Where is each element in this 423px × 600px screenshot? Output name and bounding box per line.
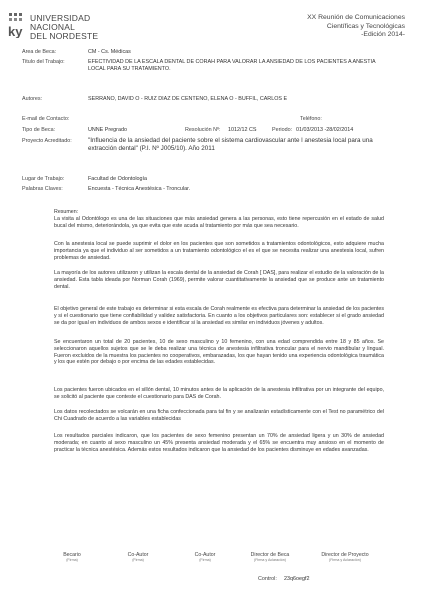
signature-role: Co-Autor: [194, 552, 216, 558]
periodo-label: Periodo:: [272, 127, 293, 133]
titulo-value: EFECTIVIDAD DE LA ESCALA DENTAL DE CORAH PARA VALORAR LA ANSIEDAD DE LOS PACIENTES A ANESTIA LOCAL PARA SU TRATAMIENTO.: [88, 59, 376, 72]
signature-role: Director de Proyecto: [321, 552, 369, 558]
signature-coautor-1: [108, 552, 168, 562]
telefono-label: Teléfono:: [300, 116, 322, 122]
tipo-beca-value: UNNE Pregrado: [88, 127, 127, 133]
signature-coautor-2: [175, 552, 235, 562]
resumen-paragraph-7: Los datos recolectados se volcarán en una ficha confeccionada para tal fin y se analizarán estadísticamente con el Test no paramétrico del Chi Cuadrado de acuerdo a las variables establecidas: [54, 409, 384, 422]
signature-becario: [42, 552, 102, 562]
area-label: Area de Beca:: [22, 49, 57, 55]
resumen-paragraph-5: Se encuentaron un total de 20 pacientes, 10 de sexo masculino y 10 femenino, con una edad comprendida entre 18 y 85 años. Se seleccionaron aquellos sujetos que se le deba realizar una técnica de anestesia infiltrativa troncular para el nervio mandibular y lingual. Fueron excluidos de la muestra los pacientes no cooperativos, embarazadas, los que hayan tenido una experiencia odontológica traumática y los que estén por debajo o por encima de las edades establecidas.: [54, 339, 384, 366]
signature-role: Becario: [63, 552, 81, 558]
lugar-label: Lugar de Trabajo:: [22, 176, 65, 182]
university-logo: [8, 12, 24, 36]
resumen-paragraph-8: Los resultados parciales indicaron, que los pacientes de sexo femenino presentan un 70% de ansiedad ligera y un 30% de ansiedad moderada; en cuanto al sexo masculino un 45% presenta ansiedad moderada y el 65% se encuentra muy ansioso en el momento de practicar la técnica anestésica. Además estos resultados indicaron que la ansiedad de los pacientes disminuye en edades avanzadas.: [54, 433, 384, 453]
titulo-label: Titulo del Trabajo:: [22, 59, 65, 65]
resolucion-value: 1012/12 CS: [228, 127, 257, 133]
signature-sub: (Firma y Aclaración): [254, 558, 286, 562]
signature-role: Co-Autor: [127, 552, 149, 558]
resumen-paragraph-1: La visita al Odontólogo es una de las situaciones que más ansiedad genera a las personas, esto tiene repercusión en el estado de salud bucal del mismo, deteriorándola, ya que evita que este acuda al tratamiento por más que sea necesario.: [54, 216, 384, 229]
resumen-paragraph-3: La mayoría de los autores utilizaron y utilizan la escala dental de la ansiedad de Corah [ DAS], para realizar el estudio de la valoración de la ansiedad. Esta tabla ideada por Norman Corah (1969), permite valorar cuantitativamente la ansiedad que se produce ante un tratamiento dental.: [54, 270, 384, 290]
event-line-1: XX Reunión de Comunicaciones: [307, 14, 405, 21]
autores-value: SERRANO, DAVID O - RUIZ DIAZ DE CENTENO, ELENA O - BUFFIL, CARLOS E: [88, 96, 288, 102]
signature-director-beca: [240, 552, 300, 562]
signature-sub: (Firma): [132, 558, 144, 562]
periodo-value: 01/03/2013 -28/02/2014: [296, 127, 354, 133]
university-line-3: DEL NORDESTE: [30, 31, 99, 41]
resolucion-label: Resolución Nº:: [185, 127, 221, 133]
university-line-2: NACIONAL: [30, 22, 76, 32]
signature-sub: (Firma): [199, 558, 211, 562]
proyecto-value: "Influencia de la ansiedad del paciente sobre el sistema cardiovascular ante l anestesia local para una extracción dental" (P.I. Nº J005/10). Año 2011: [88, 137, 373, 152]
resumen-paragraph-4: El objetivo general de este trabajo es determinar si esta escala de Corah realmente es efectiva para determinar la ansiedad de los pacientes y si el cuestionario que tiene confiabilidad y validez satisfactoria. En cuanto a los objetivos particulares son: establecer si el grado ansiedad se da por igual en individuos de ambos sexos e identificar si la ansiedad es similar en individuos jóvenes y adultos.: [54, 306, 384, 326]
event-title: [307, 14, 405, 40]
university-logo-icon: [8, 12, 24, 38]
resumen-heading: Resumen:: [54, 209, 79, 215]
university-name: [30, 14, 98, 41]
event-line-2: Científicas y Tecnológicas: [326, 22, 405, 30]
signature-sub: (Firma): [66, 558, 78, 562]
control-label: Control:: [258, 576, 277, 582]
signature-director-proyecto: [310, 552, 380, 562]
tipo-beca-label: Tipo de Beca:: [22, 127, 56, 133]
signature-role: Director de Beca: [250, 552, 290, 558]
resumen-paragraph-6: Los pacientes fueron ubicados en el sillón dental, 10 minutos antes de la aplicación de la anestesia infiltrativa por un integrante del equipo, se solicitó al paciente que conteste el cuestionario para DAS de Corah.: [54, 387, 384, 400]
lugar-value: Facultad de Odontología: [88, 176, 148, 182]
signature-sub: (Firma y Aclaración): [329, 558, 361, 562]
event-line-3: -Edición 2014-: [361, 31, 405, 38]
university-line-1: UNIVERSIDAD: [30, 13, 91, 23]
autores-label: Autores:: [22, 96, 43, 102]
palabras-value: Encuesta - Técnica Anestésica - Troncular.: [88, 186, 191, 192]
palabras-label: Palabras Claves:: [22, 186, 63, 192]
area-value: CM - Cs. Médicas: [88, 49, 131, 55]
svg-text:ky: ky: [8, 24, 23, 38]
proyecto-label: Proyecto Acreditado:: [22, 138, 72, 144]
email-label: E-mail de Contacto:: [22, 116, 70, 122]
resumen-paragraph-2: Con la anestesia local se puede suprimir el dolor en los pacientes que son sometidos a tratamientos odontológicos, esto adquiere mucha importancia ya que el individuo al ser sometidos a un tratamiento odontológico el es el que se necesita realizar una anestesia local, sufren problemas de ansiedad.: [54, 241, 384, 261]
control-value: 23q6oegf2: [284, 576, 310, 582]
